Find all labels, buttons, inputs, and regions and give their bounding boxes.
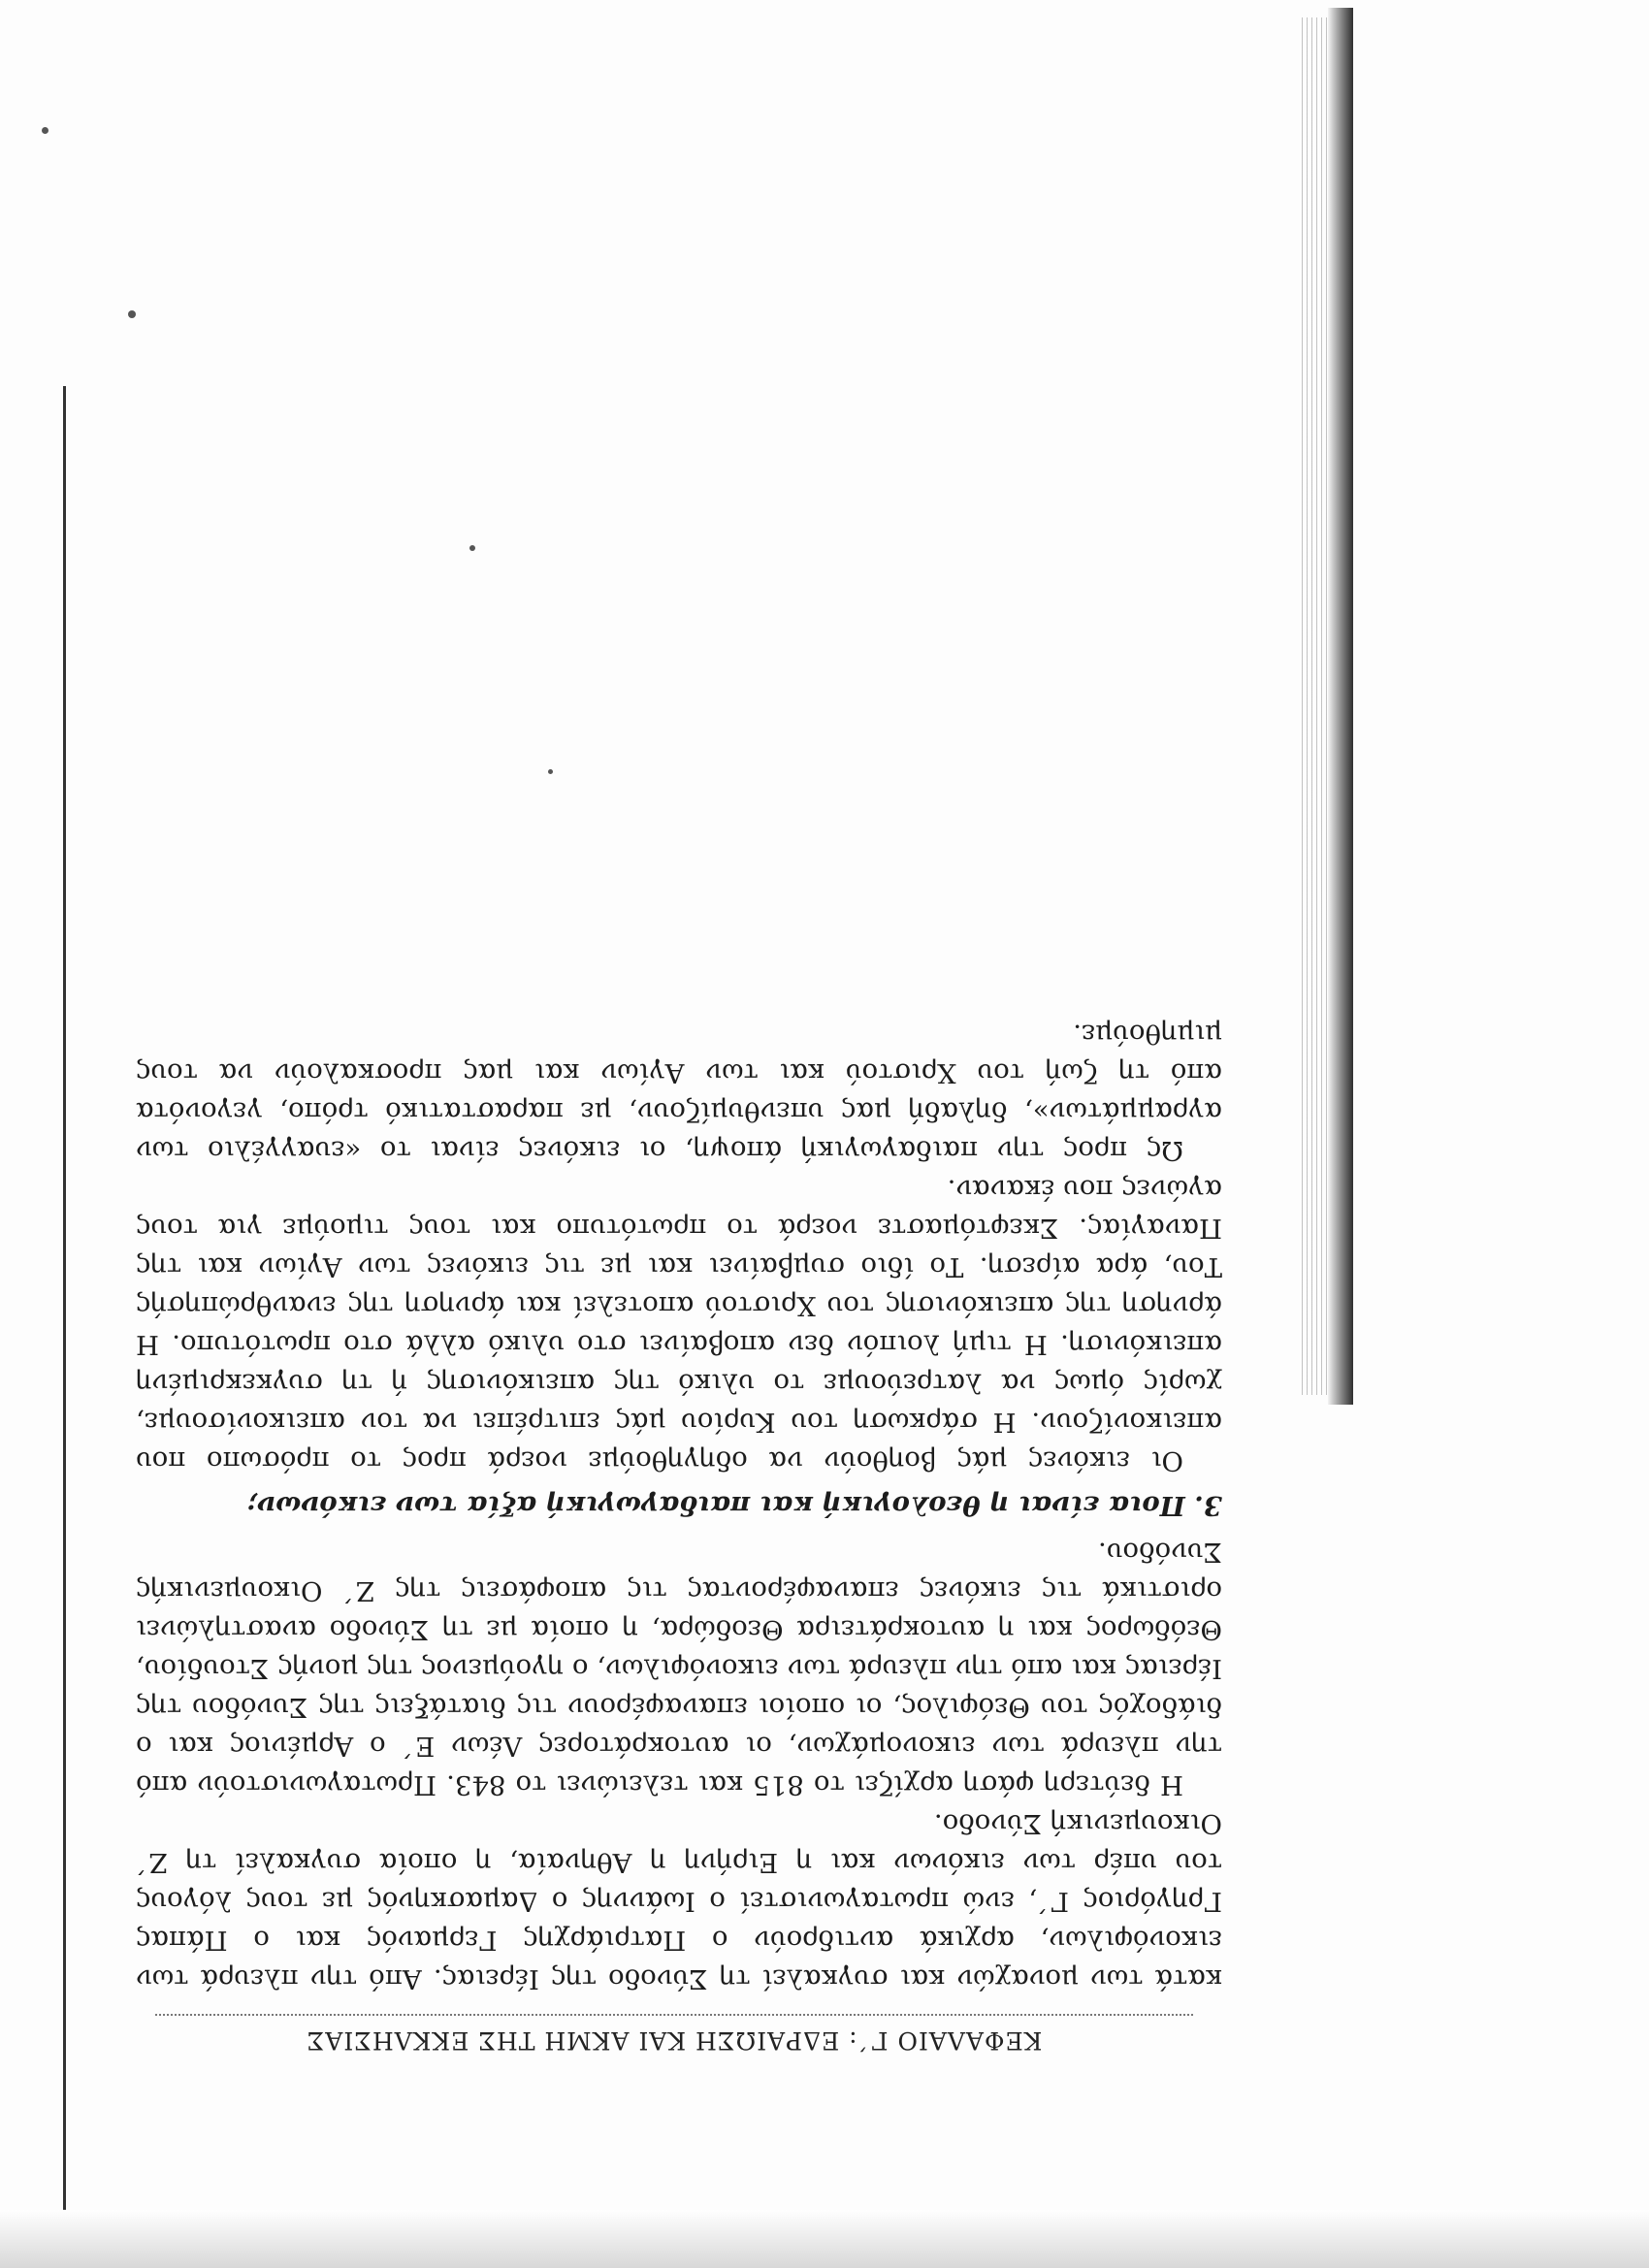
paragraph-pedagogy: Ως προς την παιδαγωγική άποψη, οι εικόνες είναι το «ευαγγέλιο των αγραμμάτων», δηλαδή μας υπενθυμίζουν, με παραστατικό τρόπο, γεγονότα από τη ζωή του Χριστού και των Αγίων και μας προσκαλούν να τους μιμηθούμε.	[136, 1019, 1222, 1166]
paragraph-theology: Οι εικόνες μάς βοηθούν να οδηγηθούμε νοερά προς το πρόσωπο που απεικονίζουν. Η σάρκωση του Κυρίου μάς επιτρέπει να τον απεικονίσουμε, χωρίς όμως να λατρεύουμε το υλικό της απεικόνισης ή τη συγκεκριμένη απεικόνιση. Η τιμή λοιπόν δεν αποβαίνει στο υλικό αλλά στο πρωτότυπο. Η άρνηση της απεικόνισης του Χριστού αποτελεί και άρνηση της ενανθρώπησής Του, άρα αίρεση. Το ίδιο συμβαίνει και με τις εικόνες των Αγίων και της Παναγίας. Σκεφτόμαστε νοερά το πρωτότυπο και τους τιμούμε για τους αγώνες που έκαναν.	[136, 1174, 1222, 1476]
book-spine-shadow	[1328, 8, 1353, 1405]
paragraph-continuation: κατά των μοναχών και συγκαλεί τη Σύνοδο της Ιέρειας. Από την πλευρά των εικονόφιλων, αρχικά αντιδρούν ο Πατριάρχης Γερμανός και ο Πάπας Γρηγόριος Γ΄, ενώ πρωταγωνιστεί ο Ιωάννης ο Δαμασκηνός με τους λόγους του υπέρ των εικόνων και η Ειρήνη η Αθηναία, η οποία συγκαλεί τη Ζ΄ Οικουμενική Σύνοδο.	[136, 1808, 1222, 1994]
running-header: ΚΕΦΑΛΑΙΟ Γ΄: ΕΔΡΑΙΩΣΗ ΚΑΙ ΑΚΜΗ ΤΗΣ ΕΚΚΛΗΣΙΑΣ	[306, 2026, 1043, 2055]
scan-speck	[548, 769, 553, 774]
paragraph-second-phase: Η δεύτερη φάση αρχίζει το 815 και τελειώνει το 843. Πρωταγωνιστούν από την πλευρά των εικονομάχων, οι αυτοκράτορες Λέων Ε΄ ο Αρμένιος και ο διάδοχός του Θεόφιλος, οι οποίοι επαναφέρουν τις διατάξεις της Συνόδου της Ιέρειας και από την πλευρά των εικονόφιλων, ο ηγούμενος της μονής Στουδίου, Θεόδωρος και η αυτοκράτειρα Θεοδώρα, η οποία με τη Σύνοδο αναστηλώνει οριστικά τις εικόνες επαναφέροντας τις αποφάσεις της Ζ΄ Οικουμενικής Συνόδου.	[136, 1537, 1222, 1800]
body-text	[136, 1015, 1222, 1998]
page-border-line	[63, 386, 66, 2210]
scan-speck	[128, 310, 136, 318]
scan-edge-shadow	[0, 2210, 1649, 2268]
scan-speck	[469, 545, 475, 551]
book-binding-edge	[1300, 17, 1327, 1395]
header-divider	[155, 2014, 1193, 2016]
section-heading: 3. Ποια είναι η θεολογική και παιδαγωγική αξία των εικόνων;	[246, 1490, 1222, 1521]
scan-speck	[42, 127, 48, 134]
